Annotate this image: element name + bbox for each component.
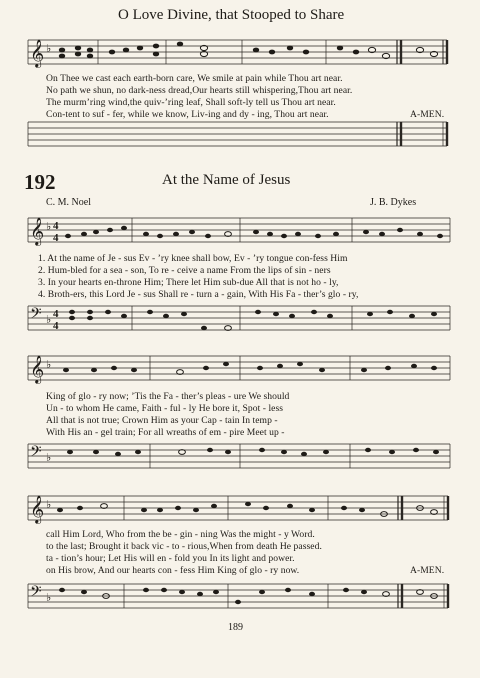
previous-hymn-verse-3: The murm’ring wind,the quiv-’ring leaf, Shall soft-ly tell us Thou art near.: [46, 97, 336, 108]
svg-text:𝄞: 𝄞: [30, 357, 45, 383]
system-2-verse-4: With His an - gel train; For all wreaths of em - pire Meet up -: [46, 427, 285, 438]
bass-staff-prev: [0, 118, 480, 152]
system-3-bass-staff: [0, 578, 480, 618]
system-3-treble-staff: [0, 490, 480, 534]
previous-hymn-verse-2: No path we shun, no dark-ness dread,Our hearts still whispering,Thou art near.: [46, 85, 353, 96]
hymn-author: C. M. Noel: [46, 197, 91, 208]
svg-text:4: 4: [53, 320, 59, 332]
system-2-verse-1: King of glo - ry now; ’Tis the Fa - ther’s pleas - ure We should: [46, 391, 290, 402]
system-1-verse-2: 2. Hum-bled for a sea - son, To re - ceive a name From the lips of sin - ners: [38, 265, 331, 276]
hymn-amen: A-MEN.: [410, 565, 445, 576]
svg-text:4: 4: [53, 220, 59, 232]
system-2-treble-staff: [0, 350, 480, 390]
svg-text:♭: ♭: [46, 359, 52, 371]
page-number: 189: [228, 622, 243, 633]
svg-text:𝄢: 𝄢: [30, 305, 42, 325]
previous-hymn-verse-4: Con-tent to suf - fer, while we know, Liv-ing and dy - ing, Thou art near.: [46, 109, 329, 120]
system-3-verse-3: ta - tion’s hour; Let His will en - fold you In its light and power.: [46, 553, 295, 564]
svg-text:𝄢: 𝄢: [30, 583, 42, 603]
hymn-number: 192: [24, 170, 56, 194]
svg-text:♭: ♭: [46, 43, 52, 55]
svg-text:♭: ♭: [46, 221, 52, 233]
svg-text:4: 4: [53, 232, 59, 244]
svg-text:𝄞: 𝄞: [30, 219, 45, 245]
system-3-verse-2: to the last; Brought it back vic - to - rious,When from death He passed.: [46, 541, 322, 552]
system-1-bass-staff: [0, 300, 480, 340]
system-2-verse-3: All that is not true; Crown Him as your Cap - tain In temp -: [46, 415, 278, 426]
system-2-bass-staff: [0, 438, 480, 478]
svg-text:𝄢: 𝄢: [30, 443, 42, 463]
svg-text:♭: ♭: [46, 499, 52, 511]
system-1-verse-4: 4. Broth-ers, this Lord Je - sus Shall re - turn a - gain, With His Fa - ther’s glo - ry,: [38, 289, 359, 300]
svg-text:4: 4: [53, 308, 59, 320]
svg-text:♭: ♭: [46, 452, 52, 464]
system-1-verse-1: 1. At the name of Je - sus Ev - ’ry knee shall bow, Ev - ’ry tongue con-fess Him: [38, 253, 348, 264]
hymn-title: At the Name of Jesus: [162, 172, 291, 188]
svg-text:𝄞: 𝄞: [30, 41, 45, 67]
svg-text:𝄞: 𝄞: [30, 497, 45, 523]
hymn-composer: J. B. Dykes: [370, 197, 417, 208]
svg-text:♭: ♭: [46, 592, 52, 604]
system-1-verse-3: 3. In your hearts en-throne Him; There let Him sub-due All that is not ho - ly,: [38, 277, 339, 288]
system-2-verse-2: Un - to whom He came, Faith - ful - ly He bore it, Spot - less: [46, 403, 284, 414]
system-3-verse-4: on His brow, And our hearts con - fess Him King of glo - ry now.: [46, 565, 300, 576]
previous-hymn-verse-1: On Thee we cast each earth-born care, We smile at pain while Thou art near.: [46, 73, 343, 84]
previous-hymn-amen: A-MEN.: [410, 109, 445, 120]
system-1-treble-staff: [0, 212, 480, 252]
previous-hymn-title: O Love Divine, that Stooped to Share: [118, 7, 345, 23]
svg-text:♭: ♭: [46, 314, 52, 326]
system-3-verse-1: call Him Lord, Who from the be - gin - ning Was the might - y Word.: [46, 529, 315, 540]
